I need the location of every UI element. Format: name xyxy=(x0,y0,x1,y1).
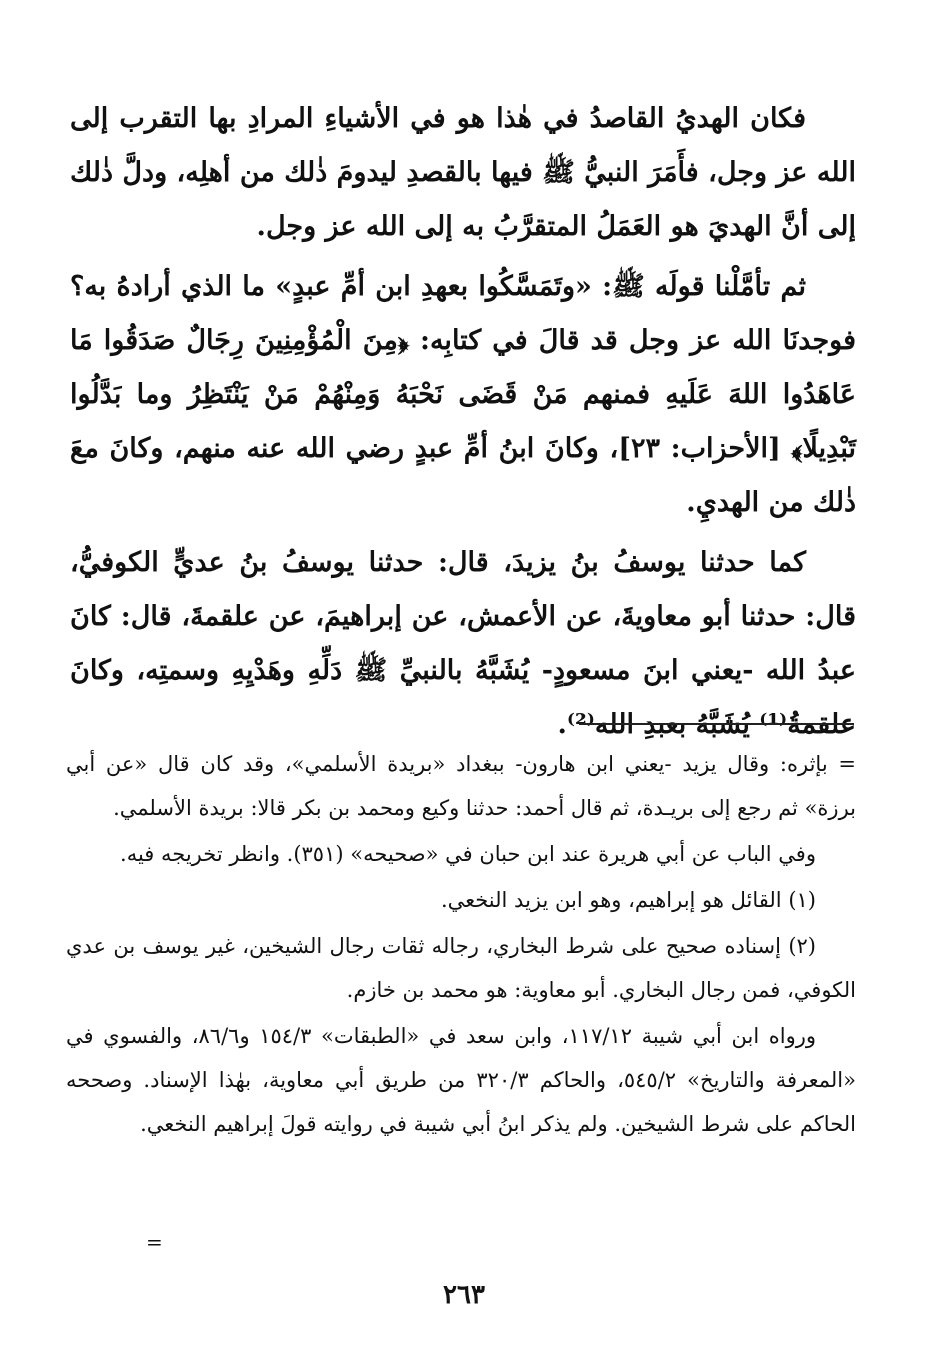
main-paragraph-3: كما حدثنا يوسفُ بنُ يزيدَ، قال: حدثنا يوسفُ بنُ عديٍّ الكوفيُّ، قال: حدثنا أبو معاويةَ، عن الأعمش، عن إبراهيمَ، عن علقمةَ، قال: كانَ عبدُ الله -يعني ابنَ مسعودٍ- يُشَبَّهُ بالنبيِّ ﷺ دَلِّهِ وهَدْيِهِ وسمتِه، وكانَ علقمةُ⁽¹⁾ يُشَبَّهُ بعبدِ الله⁽²⁾. xyxy=(70,547,856,740)
page-number: ٢٦٣ xyxy=(443,1280,485,1310)
footnote-2-sources: ورواه ابن أبي شيبة ١١٧/١٢، وابن سعد في «الطبقات» ١٥٤/٣ و٨٦/٦، والفسوي في «المعرفة والتاريخ» ٥٤٥/٢، والحاكم ٣٢٠/٣ من طريق أبي معاوية، بهٰذا الإسناد. وصححه الحاكم على شرط الشيخين. ولم يذكر ابنُ أبي شيبة في روايته قولَ إبراهيم النخعي. xyxy=(66,1024,856,1136)
footnote-separator xyxy=(579,723,854,725)
main-paragraph-1: فكان الهديُ القاصدُ في هٰذا هو في الأشياءِ المرادِ بها التقرب إلى الله عز وجل، فأَمَرَ النبيُّ ﷺ فيها بالقصدِ ليدومَ ذٰلك من أهلِه، ودلَّ ذٰلك إلى أنَّ الهديَ هو العَمَلُ المتقرَّبُ به إلى الله عز وجل. xyxy=(70,103,856,242)
footnote-1: (١) القائل هو إبراهيم، وهو ابن يزيد النخعي. xyxy=(440,888,816,912)
main-paragraph-2: ثم تأمَّلْنا قولَه ﷺ: «وتَمَسَّكُوا بعهدِ ابن أمِّ عبدٍ» ما الذي أرادهُ به؟ فوجدنَا الله عز وجل قد قالَ في كتابِه: ﴿مِنَ الْمُؤْمِنِينَ رِجَالٌ صَدَقُوا مَا عَاهَدُوا اللهَ عَلَيهِ فمنهم مَنْ قَضَى نَحْبَهُ وَمِنْهُمْ مَنْ يَنْتَظِرُ وما بَدَّلُوا تَبْدِيلًا﴾ [الأحزاب: ٢٣]، وكانَ ابنُ أمِّ عبدٍ رضي الله عنه منهم، وكانَ معَ ذٰلك من الهديِ. xyxy=(70,271,856,518)
footnotes xyxy=(66,742,856,1146)
footnote-see-also: وفي الباب عن أبي هريرة عند ابن حبان في «صحيحه» (٣٥١). وانظر تخريجه فيه. xyxy=(120,842,816,866)
footnote-2: (٢) إسناده صحيح على شرط البخاري، رجاله ثقات رجال الشيخين، غير يوسف بن عدي الكوفي، فمن رجال البخاري. أبو معاوية: هو محمد بن خازم. xyxy=(66,934,856,1002)
footnote-continuation: = بإثره: وقال يزيد -يعني ابن هارون- ببغداد «بريدة الأسلمي»، وقد كان قال «عن أبي برزة» ثم رجع إلى بريـدة، ثم قال أحمد: حدثنا وكيع ومحمد بن بكر قالا: بريدة الأسلمي. xyxy=(66,752,856,820)
main-text xyxy=(70,92,856,752)
continuation-mark: = xyxy=(146,1230,163,1254)
